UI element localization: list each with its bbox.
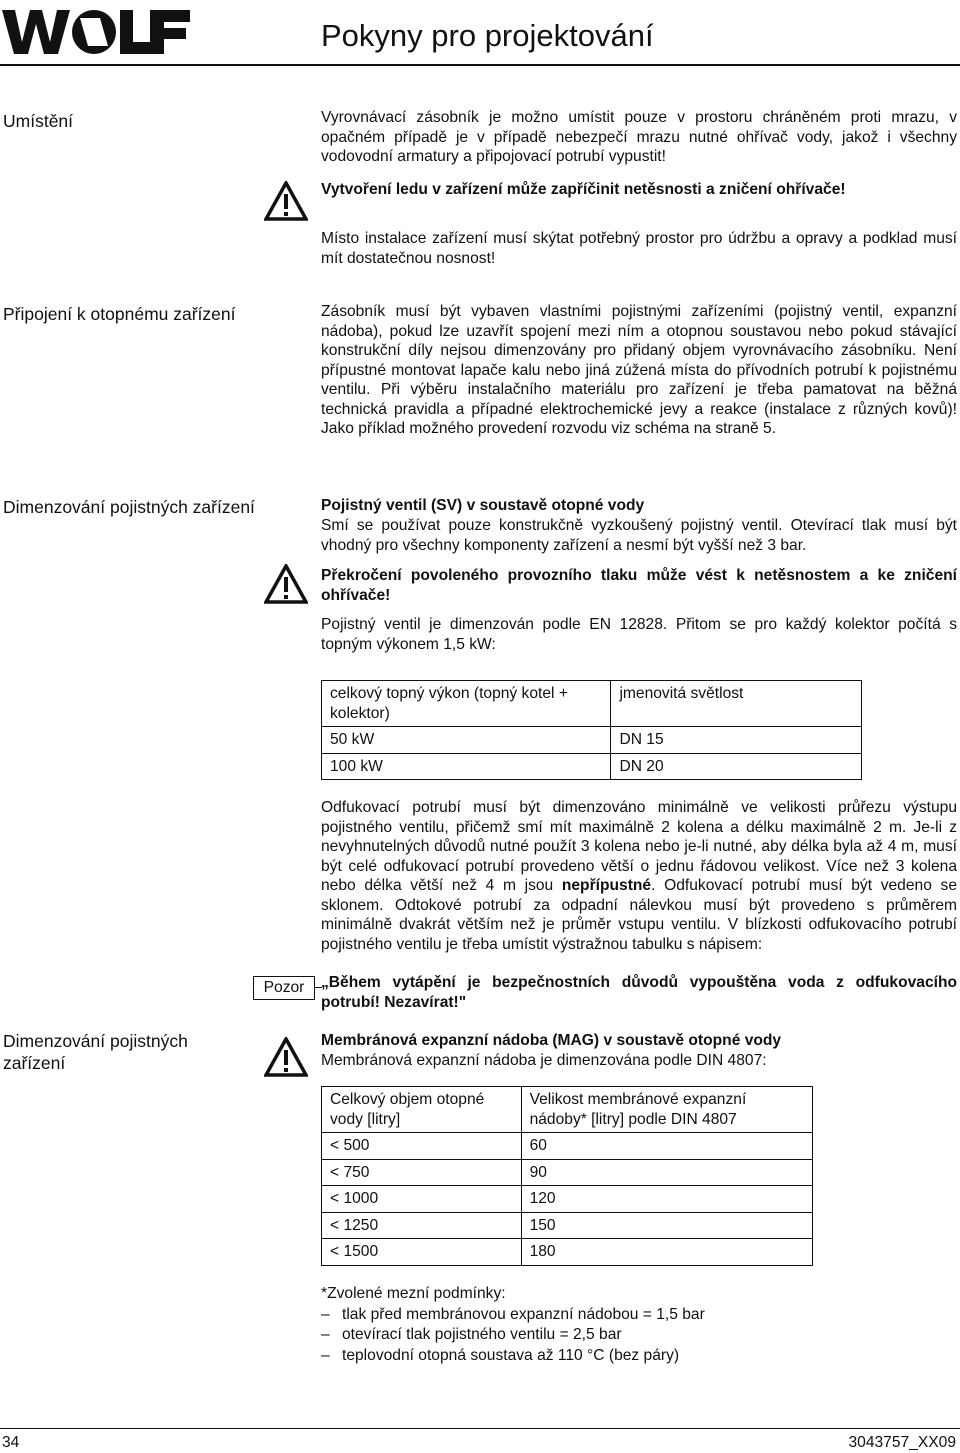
table-row — [322, 1239, 813, 1266]
header-rule — [0, 64, 960, 66]
table-header-row — [322, 681, 862, 727]
table-row — [322, 1159, 813, 1186]
warning-icon — [264, 564, 308, 604]
page-title: Pokyny pro projektování — [321, 18, 654, 53]
table-row — [322, 753, 862, 780]
table-cell: < 750 — [322, 1159, 522, 1186]
table-row — [322, 1133, 813, 1160]
list-item-text: tlak před membránovou expanzní nádobou = 1,5 bar — [342, 1305, 705, 1323]
list-dash: – — [321, 1305, 330, 1323]
table-cell: 120 — [521, 1186, 812, 1213]
pozor-sign: Pozor — [253, 976, 315, 1000]
list-item — [321, 1325, 705, 1346]
safety-paragraph-3-text: Odfukovací potrubí musí být dimenzováno minimálně ve velikosti průřezu výstupu pojistného ventilu, přičemž smí mít maximálně 2 kolena a délku maximálně 2 m. Je-li z nevyhnutelných důvodů nutné použít 3 kolena nebo je-li nutné, aby délka byla až 4 m, musí být celé odfukovací potrubí provedeno větší o jednu řádovou velikost. Více než 3 kolena nebo délka větší než 4 m jsou — [321, 799, 957, 894]
placement-warning: Vytvoření ledu v zařízení může zapříčinit netěsnosti a zničení ohřívače! — [321, 181, 846, 198]
mag-heading: Membránová expanzní nádoba (MAG) v soustavě otopné vody — [321, 1032, 782, 1049]
table-header-cell: Celkový objem otopné vody [litry] — [322, 1087, 522, 1133]
table-header-cell: jmenovitá světlost — [611, 681, 862, 727]
section-label-mag: Dimenzování pojistných zařízení — [3, 1031, 188, 1073]
notes-title: *Zvolené mezní podmínky: — [321, 1285, 506, 1302]
list-item — [321, 1346, 705, 1367]
table-cell: < 1250 — [322, 1212, 522, 1239]
table-cell: 50 kW — [322, 727, 611, 754]
expansion-vessel-table — [321, 1086, 813, 1266]
list-item-text: otevírací tlak pojistného ventilu = 2,5 bar — [342, 1326, 622, 1343]
safety-heading: Pojistný ventil (SV) v soustavě otopné vody — [321, 497, 645, 514]
table-cell: DN 15 — [611, 727, 862, 754]
table-cell: 60 — [521, 1133, 812, 1160]
safety-paragraph-3 — [321, 798, 957, 954]
table-cell: 90 — [521, 1159, 812, 1186]
table-cell: 150 — [521, 1212, 812, 1239]
table-cell: < 1000 — [322, 1186, 522, 1213]
document-code: 3043757_XX09 — [848, 1434, 956, 1451]
connection-paragraph: Zásobník musí být vybaven vlastními pojistnými zařízeními (pojistný ventil, expanzní nádoba), pokud lze uzavřít spojení mezi ním a otopnou soustavou nebo pokud stávající konstrukční díly nejsou dimenzovány pro přidaný objem vyrovnávacího zásobníku. Není přípustné montovat lapače kalu nebo jiná zúžená místa do přívodních potrubí k pojistnému ventilu. Při výběru instalačního materiálu pro zařízení je třeba pamatovat na běžná technická pravidla a případné elektrochemické jevy a reakce (instalace z různých kovů)! Jako příklad možného provedení rozvodu viz schéma na straně 5. — [321, 303, 957, 437]
safety-paragraph-1: Smí se používat pouze konstrukčně vyzkoušený pojistný ventil. Otevírací tlak musí být vhodný pro všechny komponenty zařízení a nesmí být vyšší než 3 bar. — [321, 517, 957, 554]
table-cell: 180 — [521, 1239, 812, 1266]
warning-icon — [264, 181, 308, 221]
safety-paragraph-3-emphasis: nepřípustné — [561, 877, 652, 894]
page-number: 34 — [2, 1434, 20, 1451]
safety-paragraph-2: Pojistný ventil je dimenzován podle EN 12828. Přitom se pro každý kolektor počítá s topným výkonem 1,5 kW: — [321, 616, 957, 653]
pozor-text: „Během vytápění je bezpečnostních důvodů vypouštěna voda z odfukovacího potrubí! Nezavírat!" — [321, 974, 957, 1011]
list-dash: – — [321, 1346, 330, 1364]
section-label-safety: Dimenzování pojistných zařízení — [3, 497, 255, 517]
safety-warning: Překročení povoleného provozního tlaku může vést k netěsnostem a ke zničení ohřívače! — [321, 567, 957, 604]
section-label-connection: Připojení k otopnému zařízení — [3, 304, 236, 324]
table-row — [322, 1186, 813, 1213]
table-cell: 100 kW — [322, 753, 611, 780]
placement-paragraph-1: Vyrovnávací zásobník je možno umístit pouze v prostoru chráněném proti mrazu, v opačném případě je v případě nebezpečí mrazu nutné ohřívač vody, jakož i všechny vodovodní armatury a připojovací potrubí vypustit! — [321, 109, 957, 165]
footer-rule — [0, 1428, 960, 1429]
mag-paragraph: Membránová expanzní nádoba je dimenzována podle DIN 4807: — [321, 1052, 767, 1069]
safety-valve-table — [321, 680, 862, 780]
warning-icon — [264, 1037, 308, 1077]
table-header-cell: Velikost membránové expanzní nádoby* [litry] podle DIN 4807 — [521, 1087, 812, 1133]
list-dash: – — [321, 1326, 330, 1343]
list-item — [321, 1305, 705, 1326]
section-label-placement: Umístění — [3, 111, 74, 131]
table-row — [322, 1212, 813, 1239]
table-cell: < 500 — [322, 1133, 522, 1160]
table-header-cell: celkový topný výkon (topný kotel + kolektor) — [322, 681, 611, 727]
table-cell: DN 20 — [611, 753, 862, 780]
table-row — [322, 727, 862, 754]
wolf-logo — [2, 8, 190, 56]
table-header-row — [322, 1087, 813, 1133]
boundary-conditions — [321, 1284, 705, 1366]
table-cell: < 1500 — [322, 1239, 522, 1266]
placement-paragraph-2: Místo instalace zařízení musí skýtat potřebný prostor pro údržbu a opravy a podklad musí mít dostatečnou nosnost! — [321, 230, 957, 267]
list-item-text: teplovodní otopná soustava až 110 °C (bez páry) — [342, 1346, 680, 1364]
safety-paragraph-3-text: . Odfukovací potrubí musí být vedeno se sklonem. Odtokové potrubí za odpadní nálevkou musí být provedeno s průměrem minimálně dvakrát větším než je průměr vstupu ventilu. V blízkosti odfukovacího potrubí pojistného ventilu je třeba umístit výstražnou tabulku s nápisem: — [321, 877, 957, 953]
